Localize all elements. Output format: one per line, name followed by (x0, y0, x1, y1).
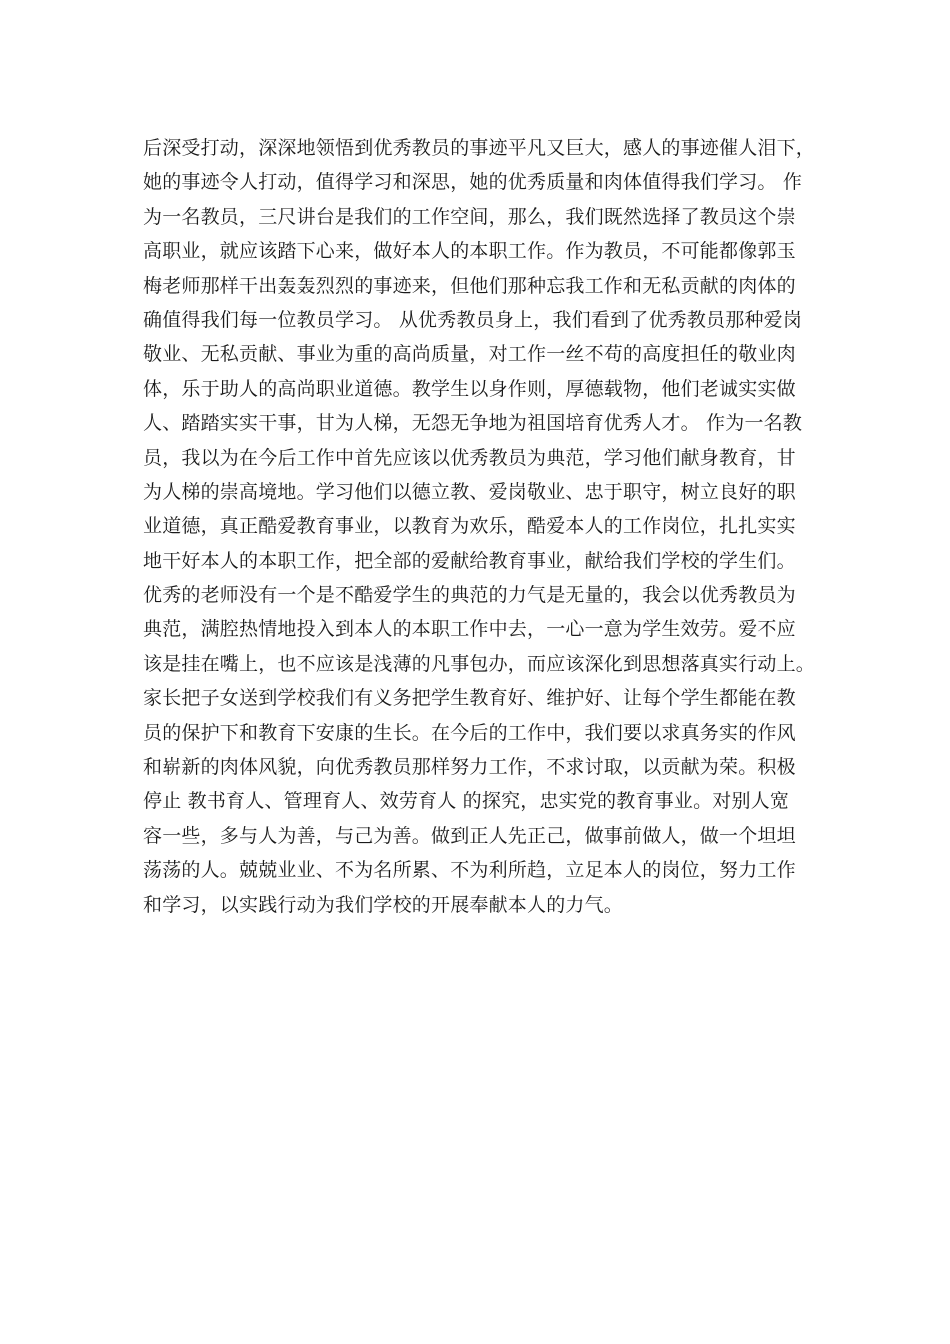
text-line: 人、踏踏实实干事，甘为人梯，无怨无争地为祖国培育优秀人才。 作为一名教 (143, 412, 803, 435)
text-line: 优秀的老师没有一个是不酷爱学生的典范的力气是无量的，我会以优秀教员为 (143, 584, 796, 607)
text-line: 敬业、无私贡献、事业为重的高尚质量，对工作一丝不苟的高度担任的敬业肉 (143, 343, 796, 366)
text-line: 确值得我们每一位教员学习。 从优秀教员身上，我们看到了优秀教员那种爱岗 (143, 308, 803, 331)
text-line: 和崭新的肉体风貌，向优秀教员那样努力工作，不求讨取，以贡献为荣。积极 (143, 756, 796, 779)
text-line: 和学习，以实践行动为我们学校的开展奉献本人的力气。 (143, 893, 624, 916)
text-line: 员，我以为在今后工作中首先应该以优秀教员为典范，学习他们献身教育，甘 (143, 446, 796, 469)
text-line: 地干好本人的本职工作，把全部的爱献给教育事业，献给我们学校的学生们。 (143, 549, 796, 572)
text-line: 员的保护下和教育下安康的生长。在今后的工作中，我们要以求真务实的作风 (143, 721, 796, 744)
text-line: 业道德，真正酷爱教育事业，以教育为欢乐，酷爱本人的工作岗位，扎扎实实 (143, 515, 796, 538)
body-text (143, 131, 823, 922)
text-line: 梅老师那样干出轰轰烈烈的事迹来，但他们那种忘我工作和无私贡献的肉体的 (143, 274, 796, 297)
text-line: 该是挂在嘴上，也不应该是浅薄的凡事包办，而应该深化到思想落真实行动上。 (143, 652, 816, 675)
text-line: 典范，满腔热情地投入到本人的本职工作中去，一心一意为学生效劳。爱不应 (143, 618, 796, 641)
text-line: 体，乐于助人的高尚职业道德。教学生以身作则，厚德载物，他们老诚实实做 (143, 377, 796, 400)
text-line: 为人梯的崇高境地。学习他们以德立教、爱岗敬业、忠于职守，树立良好的职 (143, 480, 796, 503)
text-line: 容一些，多与人为善，与己为善。做到正人先正己，做事前做人，做一个坦坦 (143, 824, 796, 847)
text-line: 她的事迹令人打动，值得学习和深思，她的优秀质量和肉体值得我们学习。 作 (143, 171, 803, 194)
text-line: 荡荡的人。兢兢业业、不为名所累、不为利所趋，立足本人的岗位，努力工作 (143, 859, 796, 882)
text-line: 高职业，就应该踏下心来，做好本人的本职工作。作为教员，不可能都像郭玉 (143, 240, 796, 263)
text-line: 停止 教书育人、管理育人、效劳育人 的探究，忠实党的教育事业。对别人宽 (143, 790, 790, 813)
text-line: 家长把子女送到学校我们有义务把学生教育好、维护好、让每个学生都能在教 (143, 687, 796, 710)
text-line: 后深受打动，深深地领悟到优秀教员的事迹平凡又巨大，感人的事迹催人泪下， (143, 137, 816, 159)
text-line: 为一名教员，三尺讲台是我们的工作空间，那么，我们既然选择了教员这个崇 (143, 205, 796, 228)
